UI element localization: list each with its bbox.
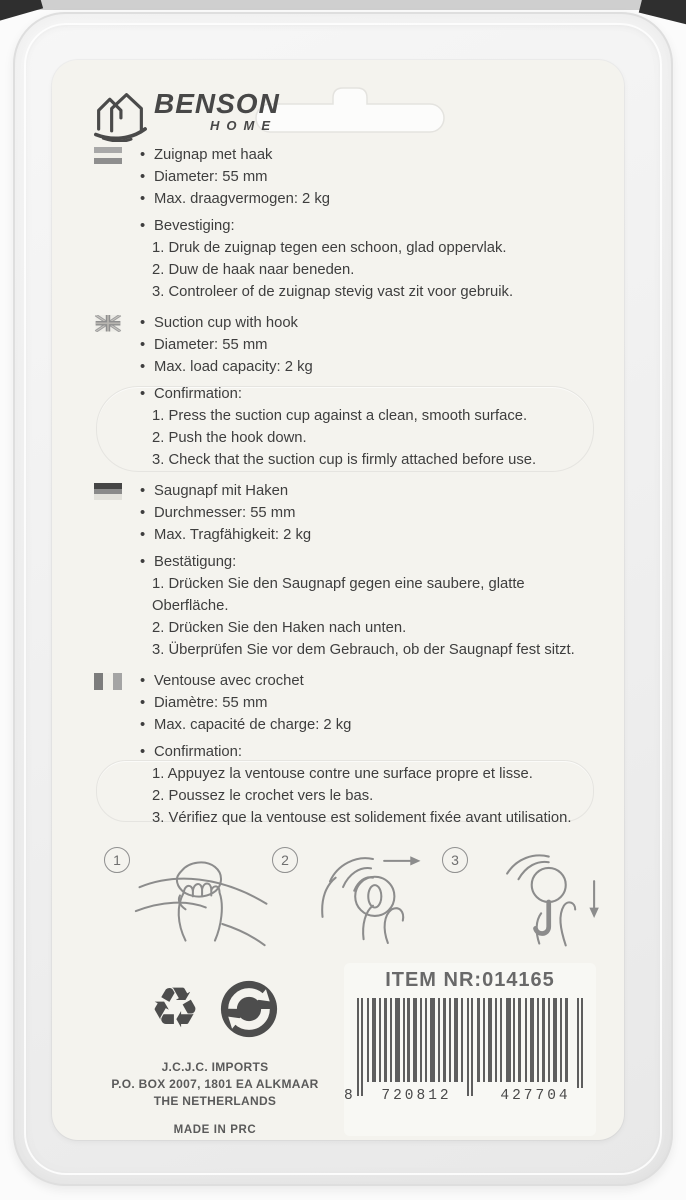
item-number: ITEM NR:014165: [385, 969, 555, 991]
house-icon: [92, 90, 148, 142]
importer-country: THE NETHERLANDS: [153, 1094, 277, 1108]
instructions-title-fr: • Confirmation:: [140, 741, 596, 763]
diagram-step-1: [104, 847, 272, 953]
step: 3. Überprüfen Sie vor dem Gebrauch, ob der Saugnapf fest sitzt.: [152, 642, 575, 658]
diagram-step-3: [442, 847, 616, 953]
uk-flag-icon: [94, 315, 122, 332]
press-suction-cup-illustration: [302, 849, 442, 953]
section-french: [94, 670, 596, 829]
product-name-en: • Suction cup with hook: [140, 312, 596, 334]
step: 3. Controleer of de zuignap stevig vast zit voor gebruik.: [152, 284, 514, 300]
netherlands-flag-icon: [94, 147, 122, 164]
recycle-icon: ♻: [149, 976, 201, 1041]
barcode: [344, 998, 596, 1104]
importer-address: P.O. BOX 2007, 1801 EA ALKMAAR: [111, 1077, 319, 1091]
capacity-en: • Max. load capacity: 2 kg: [140, 356, 596, 378]
step: 2. Drücken Sie den Haken nach unten.: [152, 620, 407, 636]
step: 2. Duw de haak naar beneden.: [152, 262, 355, 278]
step-number-badge: 3: [442, 847, 468, 873]
diameter-de: • Durchmesser: 55 mm: [140, 502, 596, 524]
capacity-fr: • Max. capacité de charge: 2 kg: [140, 714, 596, 736]
section-german: [94, 480, 596, 661]
diagram-step-2: [272, 847, 442, 953]
instructions-title-en: • Confirmation:: [140, 383, 596, 405]
step: 1. Drücken Sie den Saugnapf gegen eine saubere, glatte Oberfläche.: [152, 576, 525, 614]
step: 1. Druk de zuignap tegen een schoon, glad oppervlak.: [152, 240, 507, 256]
product-name-fr: • Ventouse avec crochet: [140, 670, 596, 692]
instructions-title-nl: • Bevestiging:: [140, 215, 596, 237]
green-dot-icon: [218, 978, 280, 1040]
packaging-card-back: [52, 60, 624, 1140]
step: 1. Appuyez la ventouse contre une surface propre et lisse.: [152, 766, 533, 782]
product-name-nl: • Zuignap met haak: [140, 144, 596, 166]
germany-flag-icon: [94, 483, 122, 500]
barcode-label: [344, 963, 596, 1136]
barcode-bars: [344, 998, 596, 1098]
barcode-digits: 8 720812 427704: [344, 1088, 596, 1104]
step: 1. Press the suction cup against a clean, smooth surface.: [152, 408, 528, 424]
france-flag-icon: [94, 673, 122, 690]
instructions-title-de: • Bestätigung:: [140, 551, 596, 573]
clean-surface-illustration: [134, 849, 272, 953]
step-number-badge: 2: [272, 847, 298, 873]
product-name-de: • Saugnapf mit Haken: [140, 480, 596, 502]
photo-background-edge: [0, 0, 686, 10]
push-hook-down-illustration: [472, 849, 616, 953]
diameter-en: • Diameter: 55 mm: [140, 334, 596, 356]
importer-name: J.C.J.C. IMPORTS: [161, 1060, 269, 1074]
section-dutch: [94, 144, 596, 303]
diameter-nl: • Diameter: 55 mm: [140, 166, 596, 188]
importer-block: [94, 963, 336, 1136]
step: 3. Check that the suction cup is firmly attached before use.: [152, 452, 537, 468]
capacity-nl: • Max. draagvermogen: 2 kg: [140, 188, 596, 210]
made-in-label: MADE IN PRC: [173, 1124, 257, 1136]
section-english: [94, 312, 596, 471]
step: 2. Push the hook down.: [152, 430, 307, 446]
capacity-de: • Max. Tragfähigkeit: 2 kg: [140, 524, 596, 546]
printed-instructions: [52, 60, 624, 1136]
brand-subtitle: HOME: [210, 118, 277, 133]
step: 2. Poussez le crochet vers le bas.: [152, 788, 374, 804]
instruction-diagrams: [94, 847, 596, 953]
step: 3. Vérifiez que la ventouse est solidement fixée avant utilisation.: [152, 810, 572, 826]
benson-home-logo: [92, 90, 280, 142]
step-number-badge: 1: [104, 847, 130, 873]
brand-name: BENSON: [154, 88, 280, 119]
diameter-fr: • Diamètre: 55 mm: [140, 692, 596, 714]
packaging-footer: [94, 963, 596, 1136]
